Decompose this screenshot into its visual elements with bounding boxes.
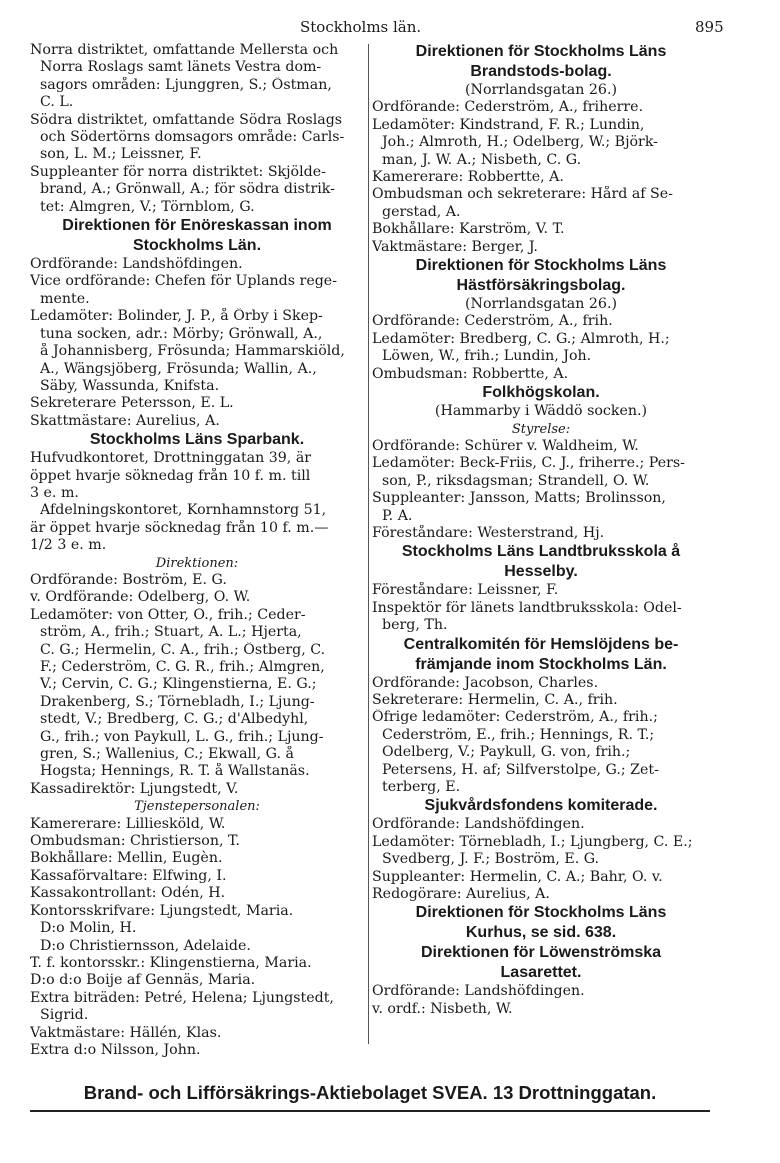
text-line: Norra Roslags samt länets Vestra dom- xyxy=(40,59,322,76)
text-line: P. A. xyxy=(382,507,413,524)
text-line: Ledamöter: Bolinder, J. P., å Örby i Skep- xyxy=(30,308,323,325)
text-line: V.; Cervin, C. G.; Klingenstierna, E. G.; xyxy=(40,676,317,693)
text-line: Ombudsman och sekreterare: Hård af Se- xyxy=(372,186,673,203)
text-line: Ledamöter: Törnebladh, I.; Ljungberg, C. E.; xyxy=(372,833,693,850)
right-column xyxy=(372,42,710,1018)
text-line: Södra distriktet, omfattande Södra Roslags xyxy=(30,111,343,128)
text-line: Kamererare: Lilliesköld, W. xyxy=(30,815,226,832)
section-heading: Centralkomitén för Hemslöjdens be- xyxy=(403,635,679,653)
running-title: Stockholms län. xyxy=(300,18,422,36)
text-line: A., Wängsjöberg, Frösunda; Wallin, A., xyxy=(40,360,317,377)
text-line: Suppleanter: Hermelin, C. A.; Bahr, O. v. xyxy=(372,868,663,885)
text-line: Kassaförvaltare: Elfwing, I. xyxy=(30,867,227,884)
text-line: Föreståndare: Leissner, F. xyxy=(372,582,559,599)
text-line: Petersens, H. af; Silfverstolpe, G.; Zet- xyxy=(382,761,659,778)
section-heading: Direktionen för Stockholms Läns xyxy=(415,904,667,922)
text-line: Ordförande: Cederström, A., friherre. xyxy=(372,99,644,116)
text-line: Joh.; Almroth, H.; Odelberg, W.; Björk- xyxy=(382,134,658,151)
left-column xyxy=(30,42,364,1059)
address-line: (Norrlandsgatan 26.) xyxy=(465,296,617,313)
text-line: Kassadirektör: Ljungstedt, V. xyxy=(30,780,239,797)
section-heading: Direktionen för Stockholms Läns xyxy=(415,43,667,60)
text-line: son, L. M.; Leissner, F. xyxy=(40,146,202,163)
text-line: G., frih.; von Paykull, L. G., frih.; Ljung- xyxy=(40,728,324,745)
section-heading: Sjukvårdsfondens komiterade. xyxy=(424,797,658,815)
text-line: man, J. W. A.; Nisbeth, C. G. xyxy=(382,151,582,168)
section-heading: främjande inom Stockholms Län. xyxy=(415,655,667,673)
page-header xyxy=(0,18,780,42)
text-line: Extra d:o Nilsson, John. xyxy=(30,1041,201,1058)
column-divider xyxy=(368,44,369,1044)
text-line: gerstad, A. xyxy=(382,203,461,220)
footer-rule xyxy=(30,1110,710,1112)
text-line: gren, S.; Wallenius, C.; Ekwall, G. å xyxy=(40,746,294,763)
text-line: Ordförande: Landshöfdingen. xyxy=(372,983,585,1000)
text-line: F.; Cederström, C. G. R., frih.; Almgren, xyxy=(40,659,325,675)
text-line: Vaktmästare: Hällén, Klas. xyxy=(30,1024,222,1041)
text-line: D:o Christiernsson, Adelaide. xyxy=(40,937,251,954)
text-line: Suppleanter för norra distriktet: Skjölde- xyxy=(30,163,326,180)
text-line: och Södertörns domsagors område: Carls- xyxy=(40,129,345,146)
text-line: Ombudsman: Christierson, T. xyxy=(30,833,240,850)
text-line: Ledamöter: von Otter, O., frih.; Ceder- xyxy=(30,606,306,623)
text-line: C. G.; Hermelin, C. A., frih.; Östberg, C. xyxy=(40,641,326,658)
text-line: Sekreterare Petersson, E. L. xyxy=(30,395,234,412)
text-line: Vaktmästare: Berger, J. xyxy=(372,238,538,255)
subheading: Styrelse: xyxy=(511,421,571,437)
text-line: Inspektör för länets landtbruksskola: Odel- xyxy=(372,599,682,616)
text-line: Drakenberg, S.; Törnebladh, I.; Ljung- xyxy=(40,693,315,710)
text-line: är öppet hvarje söcknedag från 10 f. m.— xyxy=(30,519,329,536)
text-line: berg, Th. xyxy=(382,617,448,634)
text-line: v. Ordförande: Odelberg, O. W. xyxy=(30,589,251,606)
text-line: Sekreterare: Hermelin, C. A., frih. xyxy=(372,691,618,708)
text-line: Ledamöter: Kindstrand, F. R.; Lundin, xyxy=(372,116,645,133)
text-line: ström, A., frih.; Stuart, A. L.; Hjerta, xyxy=(40,624,302,641)
text-line: Ledamöter: Bredberg, C. G.; Almroth, H.; xyxy=(372,330,670,347)
text-line: Suppleanter: Jansson, Matts; Brolinsson, xyxy=(372,490,666,507)
text-line: Ombudsman: Robbertte, A. xyxy=(372,365,569,382)
text-line: tet: Almgren, V.; Törnblom, G. xyxy=(40,198,255,215)
text-line: Cederström, E., frih.; Hennings, R. T.; xyxy=(382,726,655,743)
text-line: Ordförande: Boström, E. G. xyxy=(30,571,227,588)
text-line: Ordförande: Landshöfdingen. xyxy=(30,256,243,273)
text-line: son, P., riksdagsman; Strandell, O. W. xyxy=(382,472,650,489)
address-line: (Hammarby i Wäddö socken.) xyxy=(434,403,648,420)
text-line: Bokhållare: Mellin, Eugèn. xyxy=(30,850,223,867)
footer-advertisement: Brand- och Lifförsäkrings-Aktiebolaget SVEA. 13 Drottninggatan. xyxy=(83,1082,657,1103)
text-line: sagors områden: Ljunggren, S.; Östman, xyxy=(40,76,332,93)
text-line: Löwen, W., frih.; Lundin, Joh. xyxy=(382,348,592,365)
text-line: Sigrid. xyxy=(40,1007,89,1024)
text-line: Ordförande: Cederström, A., frih. xyxy=(372,313,613,330)
address-line: (Norrlandsgatan 26.) xyxy=(465,82,617,98)
text-line: Ordförande: Schürer v. Waldheim, W. xyxy=(372,437,639,454)
text-line: Hufvudkontoret, Drottninggatan 39, är xyxy=(30,450,312,467)
section-heading: Hästförsäkringsbolag. xyxy=(456,277,626,295)
text-line: Extra biträden: Petré, Helena; Ljungstedt, xyxy=(30,989,334,1006)
section-heading: Kurhus, se sid. 638. xyxy=(465,924,617,942)
text-line: Bokhållare: Karström, V. T. xyxy=(372,221,565,238)
section-heading: Direktionen för Stockholms Läns xyxy=(415,257,667,275)
text-line: Odelberg, V.; Paykull, G. von, frih.; xyxy=(382,744,631,761)
text-line: C. L. xyxy=(40,94,74,111)
section-heading: Lasarettet. xyxy=(500,964,582,982)
text-line: D:o d:o Boije af Gennäs, Maria. xyxy=(30,972,256,989)
section-heading: Folkhögskolan. xyxy=(482,384,600,402)
section-heading: Hesselby. xyxy=(504,563,578,581)
page-number: 895 xyxy=(695,18,724,36)
text-line: å Johannisberg, Frösunda; Hammarskiöld, xyxy=(40,343,345,360)
text-line: Ordförande: Landshöfdingen. xyxy=(372,816,585,833)
text-line: Hogsta; Hennings, R. T. å Wallstanäs. xyxy=(40,763,310,780)
section-heading: Stockholms Län. xyxy=(132,237,262,255)
subheading: Direktionen: xyxy=(155,555,239,571)
section-heading: Direktionen för Enöreskassan inom xyxy=(62,217,332,235)
text-line: v. ordf.: Nisbeth, W. xyxy=(372,1000,513,1017)
section-heading: Stockholms Läns Sparbank. xyxy=(89,431,305,449)
text-line: tuna socken, adr.: Mörby; Grönwall, A., xyxy=(40,325,323,342)
text-line: D:o Molin, H. xyxy=(40,920,137,937)
text-line: Öfrige ledamöter: Cederström, A., frih.; xyxy=(372,709,658,726)
text-line: T. f. kontorsskr.: Klingenstierna, Maria. xyxy=(30,954,312,971)
text-line: Afdelningskontoret, Kornhamnstorg 51, xyxy=(40,502,327,519)
section-heading: Brandstods-bolag. xyxy=(470,63,612,80)
text-line: Ordförande: Jacobson, Charles. xyxy=(372,674,599,691)
subheading: Tjenstepersonalen: xyxy=(134,799,260,815)
text-line: brand, A.; Grönwall, A.; för södra distrik- xyxy=(40,181,335,198)
text-line: Redogörare: Aurelius, A. xyxy=(372,886,550,903)
text-line: Vice ordförande: Chefen för Uplands rege- xyxy=(30,273,337,290)
text-line: Svedberg, J. F.; Boström, E. G. xyxy=(382,851,600,868)
text-line: öppet hvarje söknedag från 10 f. m. till xyxy=(30,467,311,484)
text-line: 1/2 3 e. m. xyxy=(30,537,107,554)
text-line: Kontorsskrifvare: Ljungstedt, Maria. xyxy=(30,902,294,919)
text-line: Kassakontrollant: Odén, H. xyxy=(30,885,226,902)
text-line: Föreståndare: Westerstrand, Hj. xyxy=(372,524,605,541)
text-line: mente. xyxy=(40,290,90,307)
section-heading: Direktionen för Löwenströmska xyxy=(420,944,662,962)
text-line: Kamererare: Robbertte, A. xyxy=(372,169,564,186)
text-line: Skattmästare: Aurelius, A. xyxy=(30,412,220,429)
section-heading: Stockholms Läns Landtbruksskola å xyxy=(401,543,681,561)
text-line: terberg, E. xyxy=(382,779,461,795)
text-line: Ledamöter: Beck-Friis, C. J., friherre.; Pers- xyxy=(372,455,685,472)
text-line: Norra distriktet, omfattande Mellersta och xyxy=(30,42,339,58)
text-line: stedt, V.; Bredberg, C. G.; d'Albedyhl, xyxy=(40,711,309,728)
text-line: 3 e. m. xyxy=(30,484,79,501)
text-line: Säby, Wassunda, Knifsta. xyxy=(40,377,220,394)
